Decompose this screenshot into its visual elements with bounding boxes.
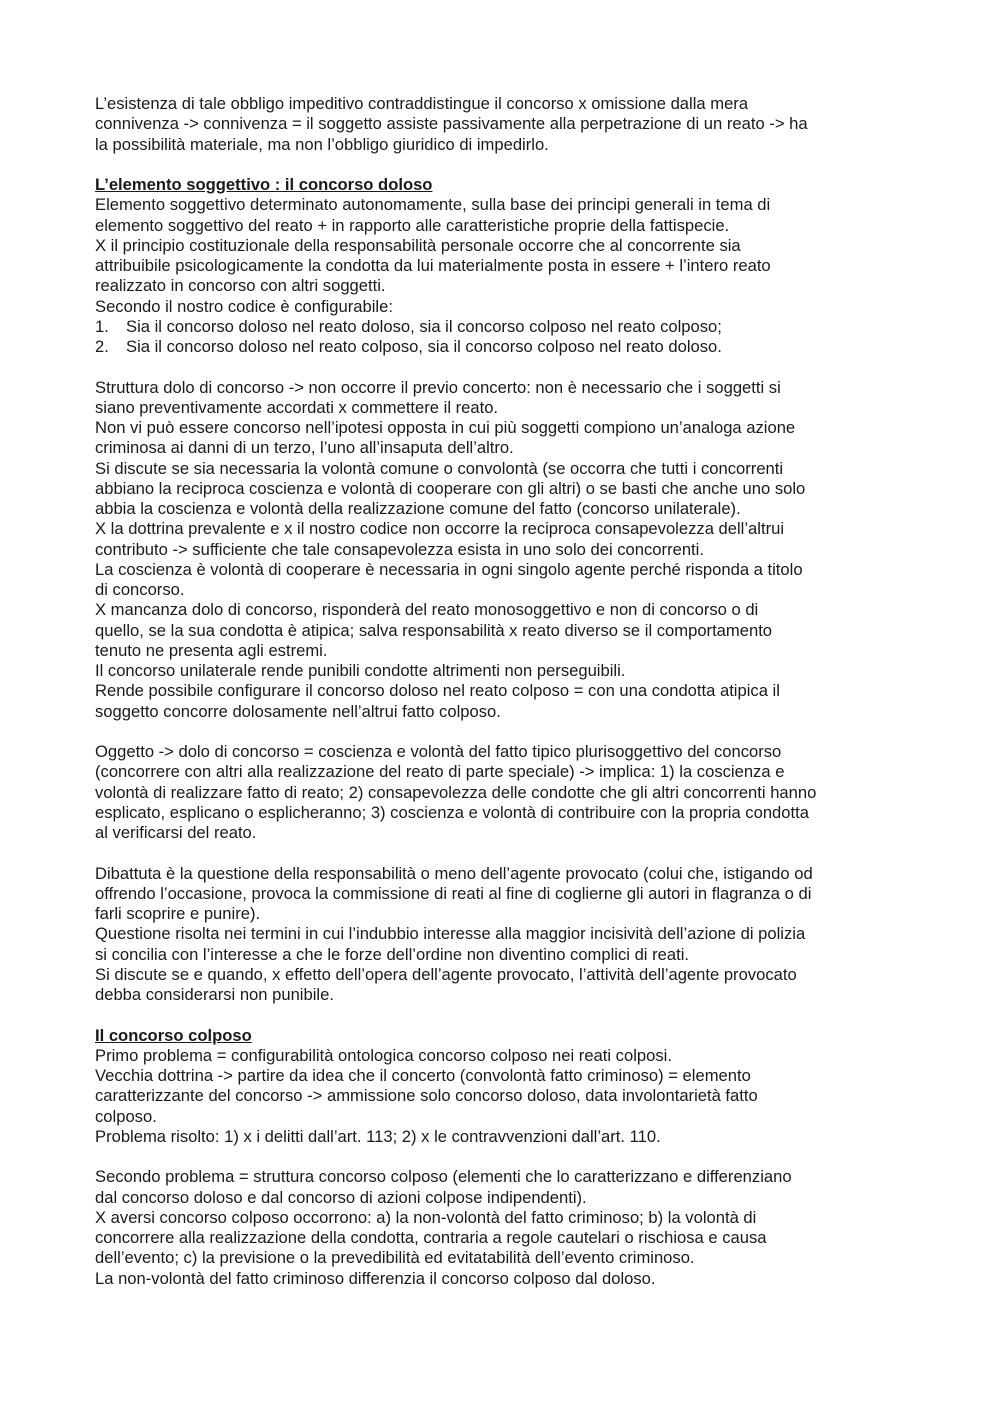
text-line: Rende possibile configurare il concorso doloso nel reato colposo = con una condotta atipica il xyxy=(95,681,780,701)
text-line: Dibattuta è la questione della responsabilità o meno dell’agente provocato (colui che, istigando od xyxy=(95,863,813,883)
list-item-number: 2. xyxy=(95,337,109,356)
text-line: Primo problema = configurabilità ontologica concorso colposo nei reati colposi. xyxy=(95,1045,672,1065)
text-line: Vecchia dottrina -> partire da idea che il concerto (convolontà fatto criminoso) = elemento xyxy=(95,1066,751,1085)
text-line: Si discute se e quando, x effetto dell’opera dell’agente provocato, l’attività dell’agente provocato xyxy=(95,964,797,984)
text-line: volontà di realizzare fatto di reato; 2) consapevolezza delle condotte che gli altri concorrenti hanno xyxy=(95,782,817,802)
text-line: La coscienza è volontà di cooperare è necessaria in ogni singolo agente perché risponda a titolo xyxy=(95,559,803,579)
paragraph xyxy=(95,1167,910,1289)
list-item-number: 1. xyxy=(95,316,109,336)
paragraph-spacer xyxy=(95,722,910,742)
text-line: si concilia con l’interesse a che le forze dell’ordine non diventino complici di reati. xyxy=(95,944,689,964)
text-line: offrendo l’occasione, provoca la commissione di reati al fine di coglierne gli autori in flagranza o di xyxy=(95,883,812,903)
text-line: elemento soggettivo del reato + in rapporto alle caratteristiche proprie della fattispecie. xyxy=(95,215,730,235)
text-line: siano preventivamente accordati x commettere il reato. xyxy=(95,397,499,417)
section-heading: L’elemento soggettivo : il concorso doloso xyxy=(95,175,433,194)
paragraph xyxy=(95,195,910,317)
text-line: connivenza -> connivenza = il soggetto assiste passivamente alla perpetrazione di un reato -> ha xyxy=(95,114,808,134)
text-line: Questione risolta nei termini in cui l’indubbio interesse alla maggior incisività dell’azione di polizia xyxy=(95,924,806,944)
text-line: tenuto ne presenta agli estremi. xyxy=(95,640,328,660)
text-line: la possibilità materiale, ma non l’obbligo giuridico di impedirlo. xyxy=(95,134,549,154)
text-line: Il concorso unilaterale rende punibili condotte altrimenti non perseguibili. xyxy=(95,661,626,680)
list-item-text: Sia il concorso doloso nel reato colposo, sia il concorso colposo nel reato doloso. xyxy=(126,337,722,356)
paragraph-spacer xyxy=(95,1005,910,1025)
text-line: dell’evento; c) la previsione o la prevedibilità ed evitatabilità dell’evento criminoso. xyxy=(95,1248,695,1268)
section-heading: Il concorso colposo xyxy=(95,1025,252,1045)
text-line: abbia la coscienza e volontà della realizzazione comune del fatto (concorso unilaterale). xyxy=(95,499,741,518)
text-line: Elemento soggettivo determinato autonomamente, sulla base dei principi generali in tema di xyxy=(95,195,771,215)
text-line: (concorrere con altri alla realizzazione del reato di parte speciale) -> implica: 1) la coscienza e xyxy=(95,762,785,782)
numbered-list-item xyxy=(95,337,910,357)
paragraph-spacer xyxy=(95,155,910,175)
text-line: realizzato in concorso con altri soggetti. xyxy=(95,276,386,296)
paragraph xyxy=(95,94,910,155)
text-line: caratterizzante del concorso -> ammissione solo concorso doloso, data involontarietà fatto xyxy=(95,1086,758,1106)
text-line: Non vi può essere concorso nell’ipotesi opposta in cui più soggetti compiono un’analoga azione xyxy=(95,418,796,437)
paragraph xyxy=(95,742,910,843)
text-line: di concorso. xyxy=(95,580,185,599)
text-line: al verificarsi del reato. xyxy=(95,823,257,842)
text-line: Secondo il nostro codice è configurabile: xyxy=(95,296,393,316)
text-line: Si discute se sia necessaria la volontà comune o convolontà (se occorra che tutti i concorrenti xyxy=(95,458,784,478)
document-page xyxy=(95,94,910,1289)
text-line: contributo -> sufficiente che tale consapevolezza esista in uno solo dei concorrenti. xyxy=(95,539,704,559)
text-line: criminosa ai danni di un terzo, l’uno all’insaputa dell’altro. xyxy=(95,438,514,458)
paragraph xyxy=(95,1046,910,1147)
paragraph-spacer xyxy=(95,843,910,863)
text-line: La non-volontà del fatto criminoso differenzia il concorso colposo dal doloso. xyxy=(95,1268,656,1288)
paragraph-spacer xyxy=(95,357,910,377)
text-line: Secondo problema = struttura concorso colposo (elementi che lo caratterizzano e differenziano xyxy=(95,1167,792,1187)
text-line: Struttura dolo di concorso -> non occorre il previo concerto: non è necessario che i soggetti si xyxy=(95,377,781,397)
list-item-text: Sia il concorso doloso nel reato doloso, sia il concorso colposo nel reato colposo; xyxy=(126,316,722,336)
paragraph xyxy=(95,378,910,722)
text-line: soggetto concorre dolosamente nell’altrui fatto colposo. xyxy=(95,701,501,721)
text-line: Oggetto -> dolo di concorso = coscienza e volontà del fatto tipico plurisoggettivo del concorso xyxy=(95,742,782,761)
text-line: esplicato, esplicano o esplicheranno; 3) coscienza e volontà di contribuire con la propria condotta xyxy=(95,802,809,822)
text-line: debba considerarsi non punibile. xyxy=(95,985,334,1004)
text-line: L’esistenza di tale obbligo impeditivo contraddistingue il concorso x omissione dalla mera xyxy=(95,94,749,113)
text-line: X aversi concorso colposo occorrono: a) la non-volontà del fatto criminoso; b) la volontà di xyxy=(95,1207,757,1227)
text-line: quello, se la sua condotta è atipica; salva responsabilità x reato diverso se il comportamento xyxy=(95,620,773,640)
text-line: X mancanza dolo di concorso, risponderà del reato monosoggettivo e non di concorso o di xyxy=(95,600,759,620)
text-line: farli scoprire e punire). xyxy=(95,904,261,923)
text-line: concorrere alla realizzazione della condotta, contraria a regole cautelari o rischiosa e causa xyxy=(95,1228,767,1247)
text-line: colposo. xyxy=(95,1106,157,1126)
text-line: attribuibile psicologicamente la condotta da lui materialmente posta in essere + l’intero reato xyxy=(95,256,771,275)
paragraph-spacer xyxy=(95,1147,910,1167)
paragraph xyxy=(95,864,910,1006)
text-line: dal concorso doloso e dal concorso di azioni colpose indipendenti). xyxy=(95,1187,587,1207)
text-line: abbiano la reciproca coscienza e volontà di cooperare con gli altri) o se basti che anche uno solo xyxy=(95,478,806,498)
text-line: X il principio costituzionale della responsabilità personale occorre che al concorrente sia xyxy=(95,235,741,255)
text-line: Problema risolto: 1) x i delitti dall’art. 113; 2) x le contravvenzioni dall’art. 110. xyxy=(95,1126,661,1146)
text-line: X la dottrina prevalente e x il nostro codice non occorre la reciproca consapevolezza dell’altrui xyxy=(95,519,785,539)
numbered-list-item xyxy=(95,317,910,337)
